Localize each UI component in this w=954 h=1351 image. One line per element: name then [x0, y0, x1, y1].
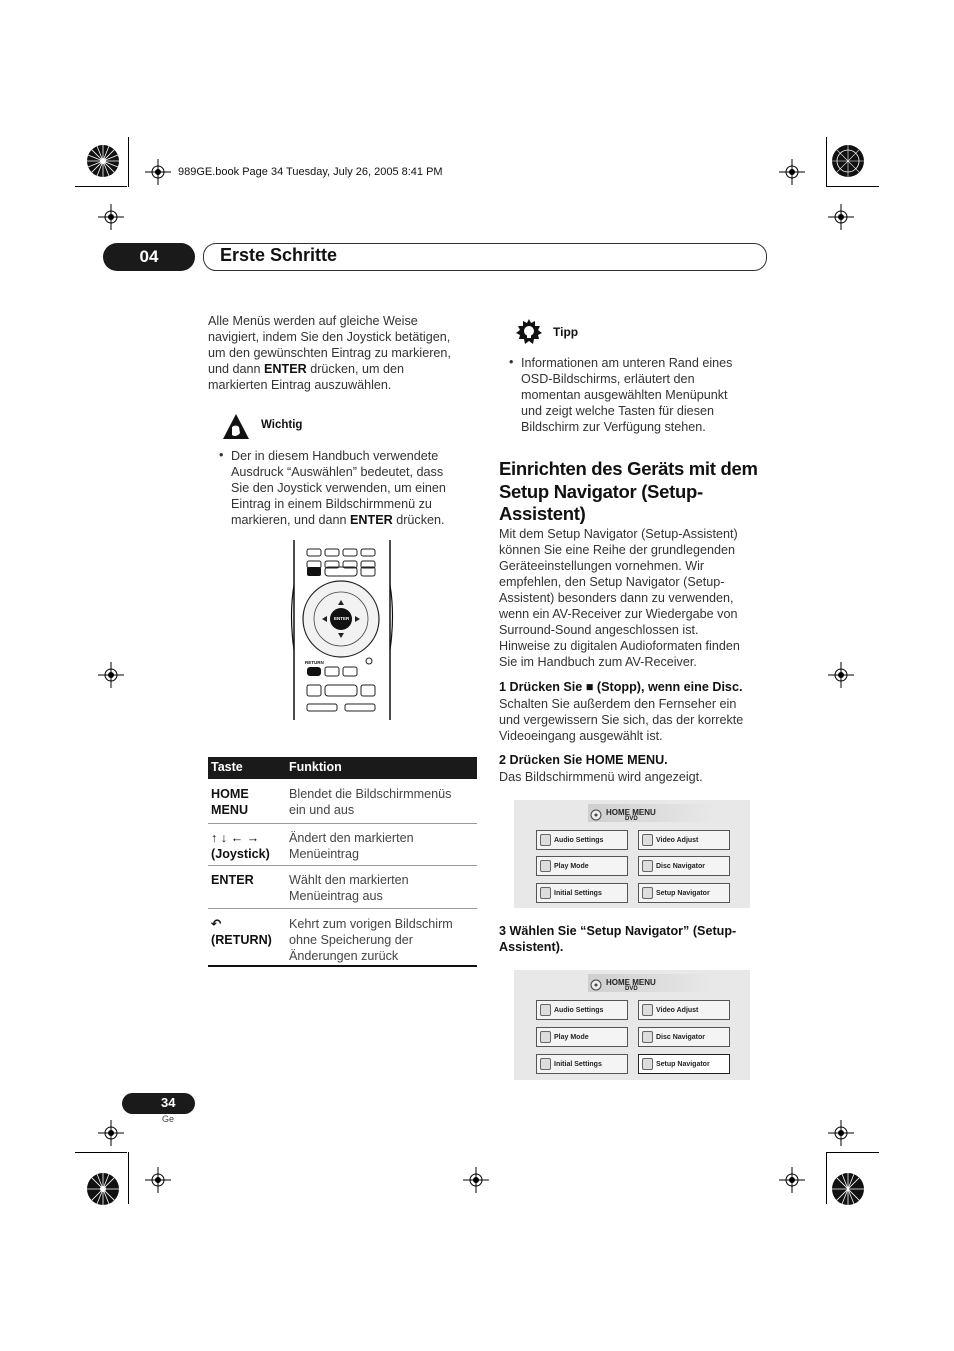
- menu-item-video-adjust[interactable]: Video Adjust: [638, 1000, 730, 1020]
- registration-wheel-icon: [86, 1172, 120, 1206]
- page-number-badge: [122, 1093, 195, 1114]
- page-number: 34: [161, 1095, 176, 1110]
- step-1-title: 1 Drücken Sie ■ (Stopp), wenn eine Disc.: [499, 680, 743, 694]
- registration-wheel-icon: [831, 144, 865, 178]
- chapter-number: 04: [103, 243, 195, 271]
- table-header: Taste Funktion: [208, 757, 477, 779]
- warning-icon: [222, 413, 250, 440]
- tip-text: Informationen am unteren Rand eines OSD-Bildschirms, erläutert den momentan ausgewählten Menüpunkt und zeigt welche Tasten für diesen Bildschirm zur Verfügung stehen.: [521, 356, 733, 434]
- table-row: ↶ (RETURN) Kehrt zum vorigen Bildschirm ohne Speicherung der Änderungen zurück: [211, 917, 453, 963]
- return-icon: ↶: [211, 917, 222, 931]
- menu-item-setup-navigator[interactable]: Setup Navigator: [638, 883, 730, 903]
- intro-paragraph: Alle Menüs werden auf gleiche Weise navigiert, indem Sie den Joystick betätigen, um den gewünschten Eintrag zu markieren, und dann ENTER drücken, um den markierten Eintrag auszuwählen.: [208, 314, 451, 392]
- table-row: HOME MENU Blendet die Bildschirmmenüs ein und aus: [208, 779, 477, 824]
- menu-item-video-adjust[interactable]: Video Adjust: [638, 830, 730, 850]
- table-row: ↑ ↓ ← → (Joystick) Ändert den markierten Menüeintrag: [208, 824, 477, 866]
- crosshair-icon: [98, 662, 124, 688]
- lightbulb-icon: [514, 317, 544, 347]
- crosshair-icon: [463, 1167, 489, 1193]
- menu-item-audio-settings[interactable]: Audio Settings: [536, 830, 628, 850]
- step-3-title: 3 Wählen Sie “Setup Navigator” (Setup- Assistent).: [499, 924, 737, 954]
- warning-bullet: •: [219, 448, 224, 462]
- crosshair-icon: [98, 204, 124, 230]
- crosshair-icon: [828, 1120, 854, 1146]
- menu-item-play-mode[interactable]: Play Mode: [536, 1027, 628, 1047]
- print-info: 989GE.book Page 34 Tuesday, July 26, 2005 8:41 PM: [178, 166, 443, 178]
- warning-label: Wichtig: [261, 419, 303, 431]
- menu-item-setup-navigator-selected[interactable]: Setup Navigator: [638, 1054, 730, 1074]
- crosshair-icon: [98, 1120, 124, 1146]
- tip-label: Tipp: [553, 325, 579, 339]
- home-menu-screenshot-setup-selected: HOME MENU DVD Audio Settings Video Adjust Play Mode Disc Navigator Initial Settings Setup Navigator: [514, 970, 750, 1080]
- chapter-title: Erste Schritte: [220, 245, 338, 265]
- registration-wheel-icon: [86, 144, 120, 178]
- remote-return-label: RETURN: [305, 660, 324, 665]
- table-row: ENTER Wählt den markierten Menüeintrag aus: [208, 866, 477, 909]
- remote-enter-label: ENTER: [334, 616, 350, 621]
- crosshair-icon: [145, 1167, 171, 1193]
- crosshair-icon: [779, 159, 805, 185]
- registration-wheel-icon: [831, 1172, 865, 1206]
- menu-item-audio-settings[interactable]: Audio Settings: [536, 1000, 628, 1020]
- crosshair-icon: [779, 1167, 805, 1193]
- remote-control-illustration: [289, 540, 395, 720]
- disc-icon: [590, 979, 602, 991]
- step-2-title: 2 Drücken Sie HOME MENU.: [499, 753, 668, 767]
- step-2-body: Das Bildschirmmenü wird angezeigt.: [499, 770, 703, 784]
- section-body: Mit dem Setup Navigator (Setup-Assistent) können Sie eine Reihe der grundlegenden Geräteeinstellungen vornehmen. Wir empfehlen, den Setup Navigator (Setup- Assistent) besonders dann zu verwenden, wenn ein AV-Receiver zur Wiedergabe von Surround-Sound angeschlossen ist. Hinweise zu digitalen Audioformaten finden Sie im Handbuch zum AV-Receiver.: [499, 527, 740, 669]
- menu-item-disc-navigator[interactable]: Disc Navigator: [638, 856, 730, 876]
- key-function-table: [208, 757, 477, 967]
- menu-item-play-mode[interactable]: Play Mode: [536, 856, 628, 876]
- step-1-body: Schalten Sie außerdem den Fernseher ein und vergewissern Sie sich, das der korrekte Videoeingang ausgewählt ist.: [499, 697, 744, 743]
- home-menu-screenshot: HOME MENU DVD Audio Settings Video Adjust Play Mode Disc Navigator Initial Settings Setup Navigator: [514, 800, 750, 908]
- disc-icon: [590, 809, 602, 821]
- language-code: Ge: [162, 1114, 175, 1124]
- section-heading: Einrichten des Geräts mit dem Setup Navigator (Setup- Assistent): [499, 458, 758, 524]
- crosshair-icon: [828, 662, 854, 688]
- menu-item-initial-settings[interactable]: Initial Settings: [536, 883, 628, 903]
- crosshair-icon: [145, 159, 171, 185]
- warning-text: Der in diesem Handbuch verwendete Ausdruck “Auswählen” bedeutet, dass Sie den Joystick verwenden, um einen Eintrag in einem Bildschirmmenü zu markieren, und dann ENTER drücken.: [231, 449, 446, 527]
- crosshair-icon: [828, 204, 854, 230]
- tip-bullet: •: [509, 355, 514, 369]
- menu-item-initial-settings[interactable]: Initial Settings: [536, 1054, 628, 1074]
- menu-item-disc-navigator[interactable]: Disc Navigator: [638, 1027, 730, 1047]
